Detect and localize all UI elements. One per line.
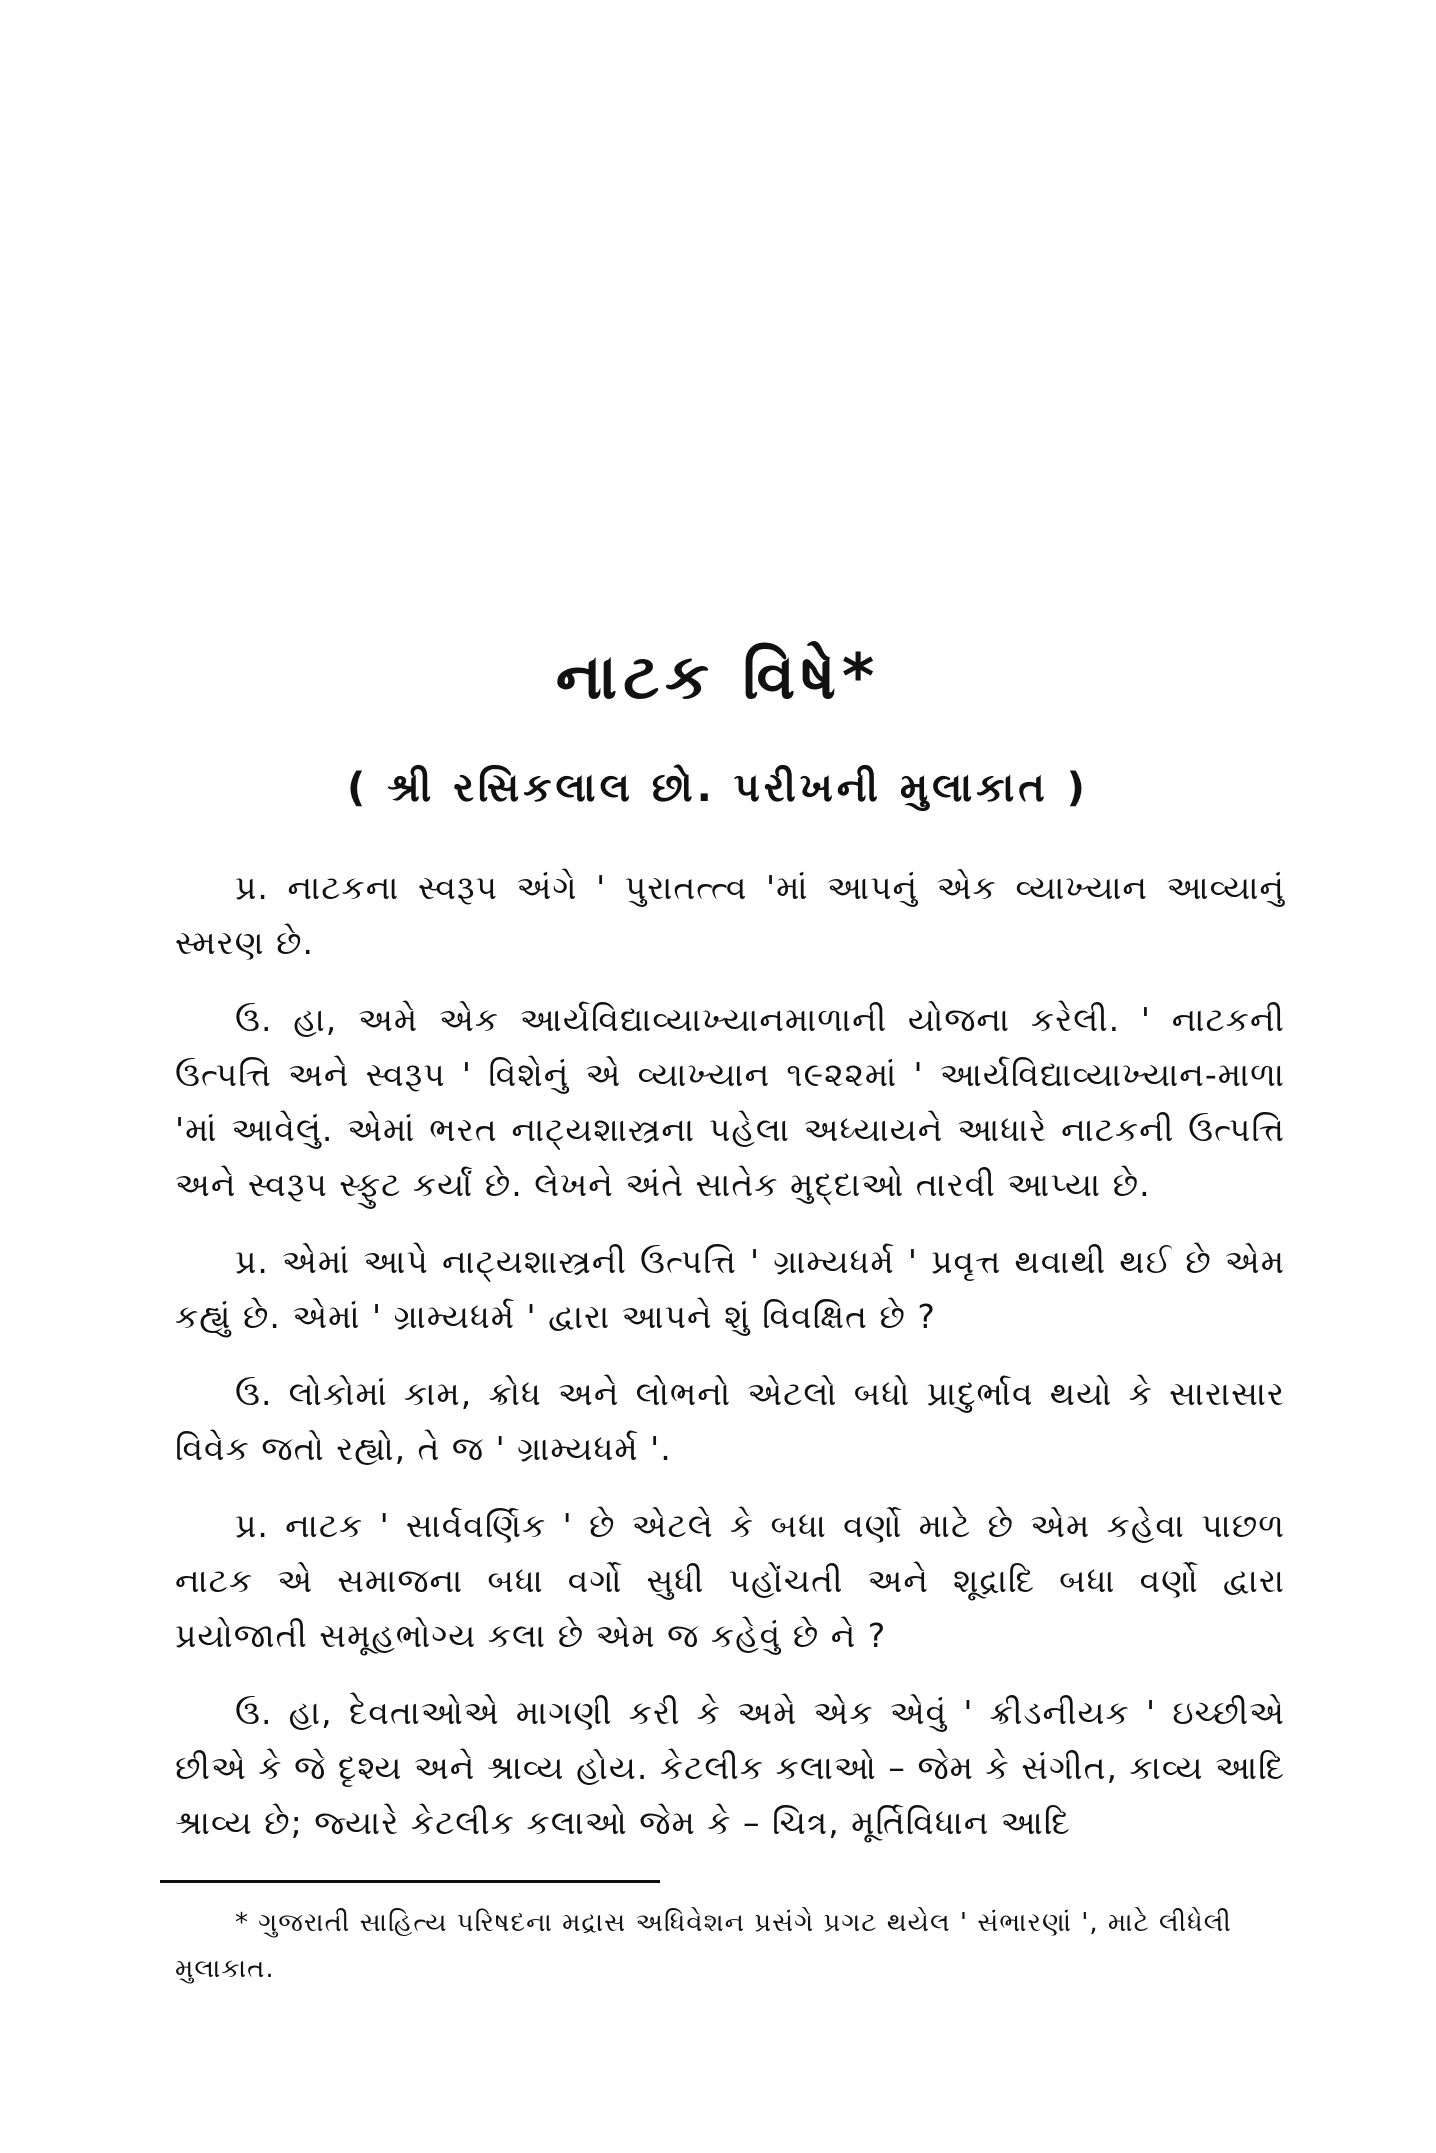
paragraph-answer-2: ઉ. લોકોમાં કામ, ક્રોધ અને લોભનો એટલો બધો પ્રાદુર્ભાવ થયો કે સારાસાર વિવેક જતો રહ્યો, તે જ ' ગ્રામ્યધર્મ '. (175, 1374, 1285, 1468)
paragraph-answer-3: ઉ. હા, દેવતાઓએ માગણી કરી કે અમે એક એવું ' ક્રીડનીયક ' ઇચ્છીએ છીએ કે જે દૃશ્ય અને શ્રાવ્ય હોય. કેટલીક કલાઓ – જેમ કે સંગીત, કાવ્ય આદિ શ્રાવ્ય છે; જ્યારે કેટલીક કલાઓ જેમ કે – ચિત્ર, મૂર્તિવિધાન આદિ (175, 1693, 1285, 1842)
paragraph-question-2: પ્ર. એમાં આપે નાટ્યશાસ્ત્રની ઉત્પત્તિ ' ગ્રામ્યધર્મ ' પ્રવૃત્ત થવાથી થઈ છે એમ કહ્યું છે. એમાં ' ગ્રામ્યધર્મ ' દ્વારા આપને શું વિવક્ષિત છે ? (175, 1242, 1285, 1336)
page-subtitle: ( શ્રી રસિકલાલ છો. પરીખની મુલાકાત ) (347, 765, 1089, 811)
paragraph-question-3: પ્ર. નાટક ' સાર્વવર્ણિક ' છે એટલે કે બધા વર્ણો માટે છે એમ કહેવા પાછળ નાટક એ સમાજના બધા વર્ગો સુધી પહોંચતી અને શૂદ્રાદિ બધા વર્ણો દ્વારા પ્રયોજાતી સમૂહભોગ્ય કલા છે એમ જ કહેવું છે ને ? (175, 1506, 1285, 1655)
footnote: * ગુજરાતી સાહિત્ય પરિષદના મદ્રાસ અધિવેશન પ્રસંગે પ્રગટ થયેલ ' સંભારણાં ', માટે લીધેલી મુલાકાત. (175, 1908, 1232, 1984)
body-text (175, 860, 1285, 1872)
footnote-divider (160, 1880, 660, 1883)
page-title: નાટક વિષે* (555, 640, 881, 713)
paragraph-question-1: પ્ર. નાટકના સ્વરૂપ અંગે ' પુરાતત્ત્વ 'માં આપનું એક વ્યાખ્યાન આવ્યાનું સ્મરણ છે. (175, 868, 1285, 962)
paragraph-answer-1: ઉ. હા, અમે એક આર્યવિદ્યાવ્યાખ્યાનમાળાની યોજના કરેલી. ' નાટકની ઉત્પત્તિ અને સ્વરૂપ ' વિશેનું એ વ્યાખ્યાન ૧૯૨૨માં ' આર્યવિદ્યાવ્યાખ્યાન-માળા 'માં આવેલું. એમાં ભરત નાટ્યશાસ્ત્રના પહેલા અધ્યાયને આધારે નાટકની ઉત્પત્તિ અને સ્વરૂપ સ્ફુટ કર્યાં છે. લેખને અંતે સાતેક મુદ્દાઓ તારવી આપ્યા છે. (175, 1000, 1285, 1204)
